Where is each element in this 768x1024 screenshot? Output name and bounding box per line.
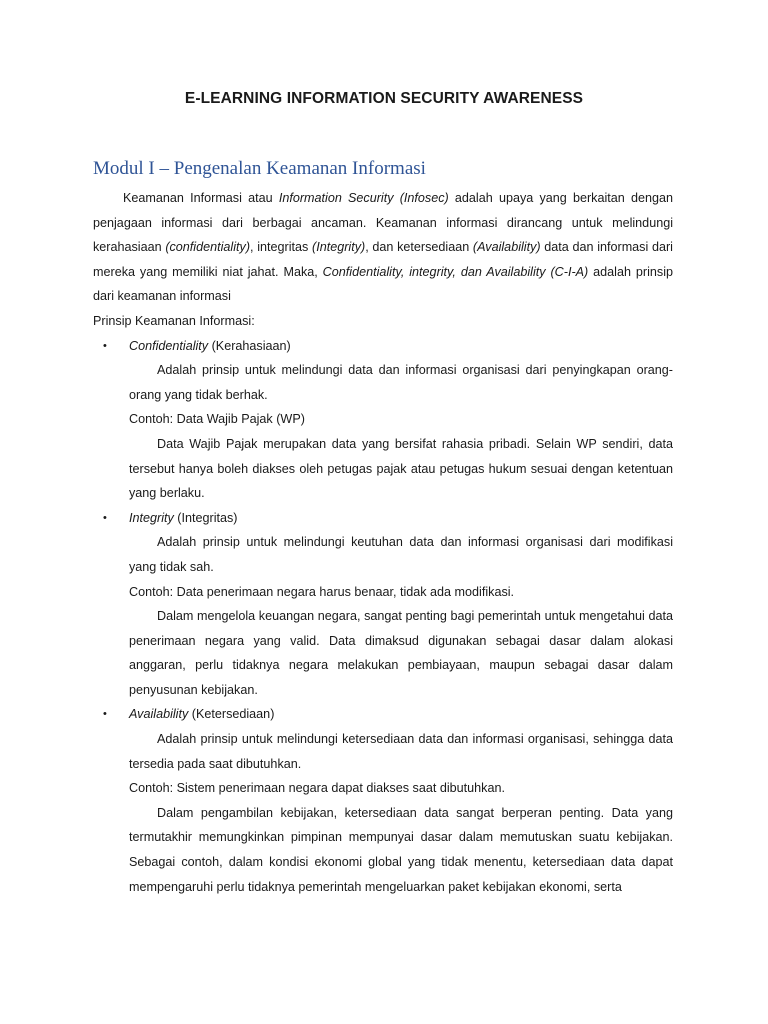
principle-term-translation: (Integritas) (173, 510, 238, 525)
principle-term: Availability (129, 707, 189, 722)
principle-availability (93, 702, 673, 727)
bullet-icon: • (103, 511, 107, 524)
module-heading: Modul I – Pengenalan Keamanan Informasi (93, 158, 426, 179)
principle-explanation: Data Wajib Pajak merupakan data yang bersifat rahasia pribadi. Selain WP sendiri, data tersebut hanya boleh diakses oleh petugas pajak atau petugas hukum sesuai dengan ketentuan yang berlaku. (129, 436, 673, 501)
bullet-icon: • (103, 339, 107, 352)
intro-paragraph (93, 186, 673, 309)
intro-term: Information Security (Infosec) (278, 191, 449, 205)
principle-term-translation: (Kerahasiaan) (208, 338, 291, 353)
principle-integrity (93, 506, 673, 531)
principle-example: Contoh: Data Wajib Pajak (WP) (129, 412, 305, 427)
intro-text: data dan informasi dari mereka yang memiliki niat jahat. Maka, (93, 240, 673, 279)
principle-definition: Adalah prinsip untuk melindungi keutuhan data dan informasi organisasi dari modifikasi yang tidak sah. (129, 535, 673, 574)
intro-term: (Availability) (472, 240, 541, 255)
principle-explanation: Dalam mengelola keuangan negara, sangat penting bagi pemerintah untuk mengetahui data penerimaan negara yang valid. Data dimaksud digunakan sebagai dasar dalam alokasi anggaran, perlu tidaknya negara melakukan pembiayaan, maupun sebagai dasar dalam penyusunan kebijakan. (129, 609, 673, 697)
intro-text: , integritas (250, 240, 313, 255)
principle-definition: Adalah prinsip untuk melindungi data dan informasi organisasi dari penyingkapan orang-orang yang tidak berhak. (129, 363, 673, 402)
intro-text: , dan ketersediaan (365, 240, 473, 255)
bullet-icon: • (103, 708, 107, 721)
intro-term: (Integrity) (312, 240, 366, 255)
principle-example: Contoh: Data penerimaan negara harus benaar, tidak ada modifikasi. (129, 584, 515, 599)
principle-example: Contoh: Sistem penerimaan negara dapat diakses saat dibutuhkan. (129, 781, 505, 796)
document-body (93, 186, 673, 899)
principle-confidentiality (93, 334, 673, 359)
intro-text: Keamanan Informasi atau (123, 191, 279, 205)
principle-explanation: Dalam pengambilan kebijakan, ketersediaan data sangat berperan penting. Data yang termutakhir memungkinkan pimpinan mempunyai dasar dalam memutuskan suatu kebijakan. Sebagai contoh, dalam kondisi ekonomi global yang tidak menentu, ketersediaan data dapat mempengaruhi perlu tidaknya pemerintah mengeluarkan paket kebijakan ekonomi, serta (129, 805, 673, 894)
intro-term: Confidentiality, integrity, dan Availability (C-I-A) (322, 264, 589, 279)
principle-term-translation: (Ketersediaan) (188, 707, 275, 722)
document-title: E-LEARNING INFORMATION SECURITY AWARENESS (184, 90, 584, 107)
principle-definition: Adalah prinsip untuk melindungi ketersediaan data dan informasi organisasi, sehingga data tersedia pada saat dibutuhkan. (129, 732, 673, 771)
intro-text: adalah upaya yang berkaitan dengan penjagaan informasi dari berbagai ancaman. Keamanan informasi dirancang untuk melindungi kerahasiaan (93, 191, 673, 255)
intro-text: adalah prinsip dari keamanan informasi (93, 264, 673, 304)
principle-term: Confidentiality (129, 338, 209, 353)
principles-label: Prinsip Keamanan Informasi: (93, 313, 255, 328)
principle-term: Integrity (129, 510, 174, 525)
intro-term: (confidentiality) (165, 240, 251, 255)
